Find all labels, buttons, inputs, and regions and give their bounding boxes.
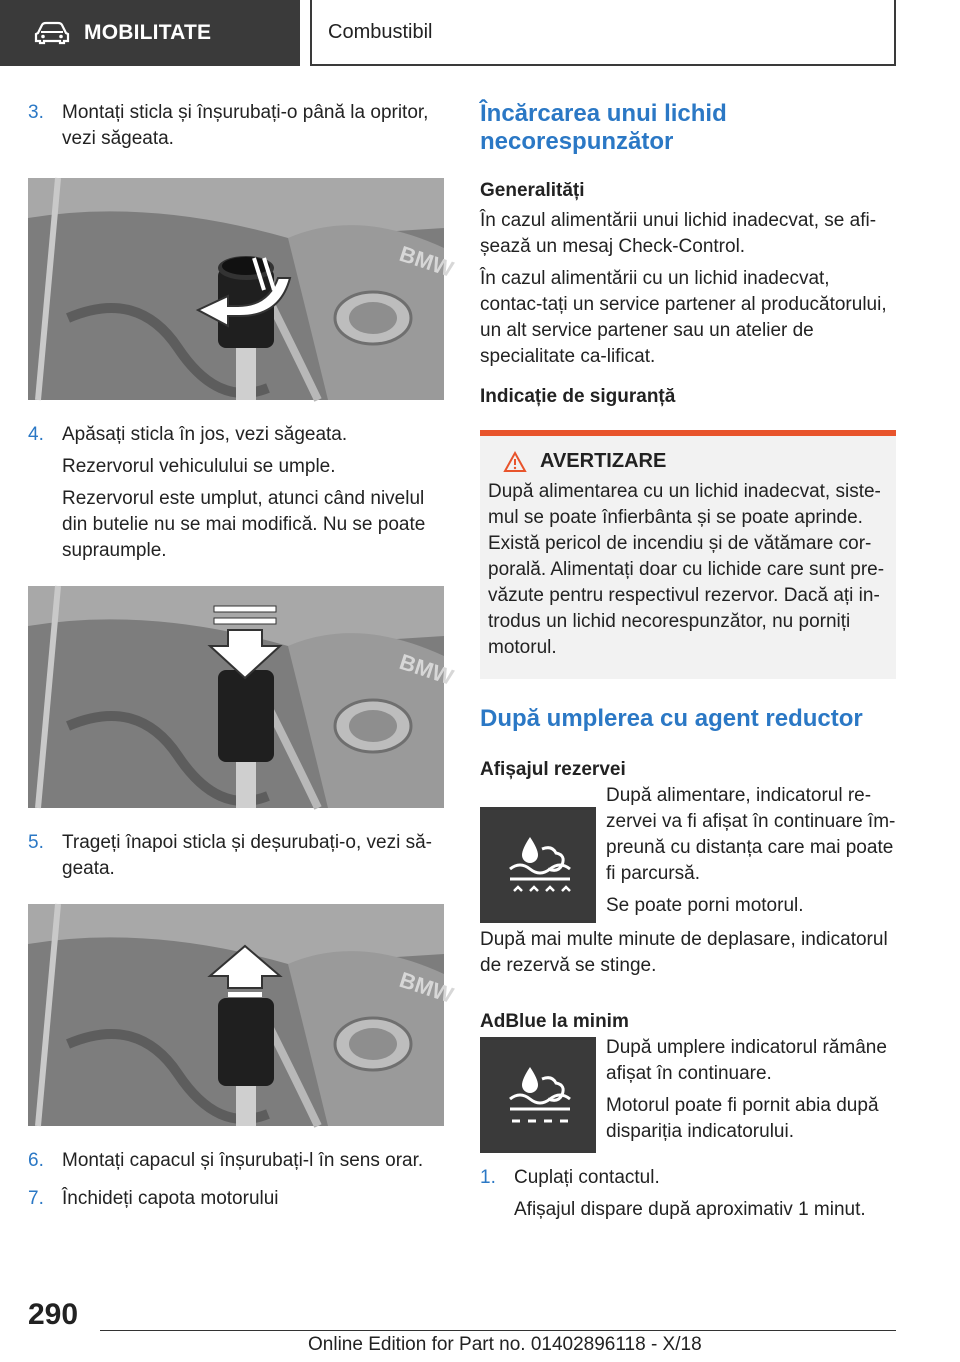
step-text: Închideți capota motorului	[62, 1188, 279, 1209]
reserve-block	[480, 783, 896, 923]
step-text: Rezervorul vehiculului se umple.	[62, 456, 336, 477]
paragraph: În cazul alimentării unui lichid inadecvat, se afi-șează un mesaj Check-Control.	[480, 210, 877, 257]
step-number: 4.	[28, 424, 44, 445]
step-text: Montați sticla și înșurubați-o până la opritor, vezi săgeata.	[62, 102, 429, 149]
bmw-logo-text: BMW	[396, 648, 457, 690]
section-title: Încărcarea unui lichid necorespunzător	[480, 100, 727, 155]
page-header	[0, 0, 960, 66]
step-text: Trageți înapoi sticla și deșurubați-o, vezi să-geata.	[62, 832, 432, 879]
step-5	[28, 830, 444, 888]
step-text: Rezervorul este umplut, atunci când nivelul din butelie nu se mai modifică. Nu se poate supraumple.	[62, 488, 426, 561]
adblue-indicator-icon	[480, 807, 596, 923]
paragraph: După mai multe minute de deplasare, indicatorul de rezervă se stinge.	[480, 929, 888, 976]
chapter-tab[interactable]	[310, 0, 896, 66]
step-6	[28, 1148, 444, 1180]
subheading-reserve: Afișajul rezervei	[480, 759, 626, 780]
step-number: 6.	[28, 1150, 44, 1171]
paragraph: După umplere indicatorul rămâne afișat în continuare.	[606, 1037, 887, 1084]
engine-photo-rotate	[28, 178, 457, 400]
reserve-text	[606, 783, 896, 923]
chapter-label: Combustibil	[328, 20, 433, 43]
warning-text: După alimentarea cu un lichid inadecvat, siste-mul se poate înfierbânta și se poate aprinde. Există pericol de incendiu și de vătămare cor-porală. Alimentați doar cu lichide care sunt pre-văzute pentru respectivul rezervor. Dacă ați in-trodus un lichid necorespunzător, nu porniți motorul.	[488, 481, 885, 658]
subheading-general: Generalități	[480, 180, 585, 201]
car-icon	[34, 22, 70, 44]
bmw-logo-text: BMW	[396, 966, 457, 1008]
right-column	[480, 100, 896, 1229]
edition-text: Online Edition for Part no. 01402896118 - X/18	[308, 1334, 702, 1355]
step-1	[480, 1165, 896, 1229]
step-text: Cuplați contactul.	[514, 1167, 660, 1188]
warning-title: AVERTIZARE	[488, 450, 888, 473]
engine-photo-lift	[28, 904, 457, 1126]
subheading-safety: Indicație de siguranță	[480, 386, 676, 407]
step-text: Apăsați sticla în jos, vezi săgeata.	[62, 424, 348, 445]
warning-box	[480, 436, 896, 679]
paragraph: În cazul alimentării cu un lichid inadecvat, contac-tați un service partener al producătorului, un alt service partener sau un atelier de specialitate ca-lificat.	[480, 268, 887, 367]
section-label: MOBILITATE	[84, 21, 212, 44]
step-number: 1.	[480, 1167, 496, 1188]
paragraph: Se poate porni motorul.	[606, 895, 804, 916]
section-title-2: După umplerea cu agent reductor	[480, 705, 863, 732]
engine-photo-press	[28, 586, 457, 808]
adblue-block	[480, 1035, 896, 1153]
section-tab[interactable]	[0, 0, 300, 66]
subheading-adblue-min: AdBlue la minim	[480, 1011, 629, 1032]
left-column	[28, 100, 457, 1218]
page-number: 290	[28, 1298, 79, 1331]
warning-triangle-icon	[504, 452, 526, 472]
paragraph: După alimentare, indicatorul re-zervei va fi afișat în continuare îm-preună cu distanța care mai poate fi parcursă.	[606, 785, 896, 884]
step-4	[28, 422, 444, 570]
adblue-text	[606, 1035, 896, 1153]
adblue-indicator-icon	[480, 1037, 596, 1153]
paragraph: Motorul poate fi pornit abia după dispariția indicatorului.	[606, 1095, 879, 1142]
step-subtext: Afișajul dispare după aproximativ 1 minut.	[514, 1199, 866, 1220]
bmw-logo-text: BMW	[396, 240, 457, 282]
step-number: 7.	[28, 1188, 44, 1209]
step-text: Montați capacul și înșurubați-l în sens orar.	[62, 1150, 424, 1171]
step-number: 3.	[28, 102, 44, 123]
footer-divider	[100, 1330, 896, 1331]
step-number: 5.	[28, 832, 44, 853]
step-7	[28, 1186, 444, 1218]
step-3	[28, 100, 444, 158]
